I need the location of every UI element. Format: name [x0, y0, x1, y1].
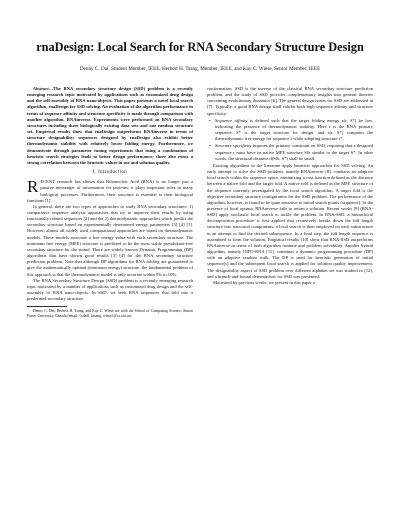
- list-item-text: is defined such that the target folding energy ε(r, S*) be low, indicating the presence of thermodynamic stability. Here r is the RNA primary sequence, S* is the target structure for design, and ε(r, S*) computes the thermodynamic free energy for sequence r while adopting structure s*.: [215, 117, 374, 142]
- design-criteria-list: [207, 118, 373, 162]
- list-item-text: imposes the primary constraint on SSD, requiring that a designed sequence r must have its native MFE structure S0r similar to the target S*. In other words, the structural distance d(S0r, S*) shall be small.: [215, 143, 374, 161]
- right-paragraph-2: Existing algorithms in the literature apply heuristic approaches for SSD solving. An early attempt to solve the SSD problem, namely RNAinverse [8], conducts an adaptive local search within the sequence space, minimizing a cost function defined as the distance between a native fold and the target fold. A native fold is defined as the MFE structure of the sequence currently investigated by the local search algorithm. A target fold is the objective secondary structure configuration for the SSD problem. The performance of the algorithm, however, is found to be quite sensitive to initial search points (sequence). In the presence of local optima, RNAinverse fails to return a solution. Recent works [9] (RNA-SSD) apply stochastic local search to tackle the problem. In RNA-SSD, a hierarchical decomposition procedure is first applied that recursively breaks down the full length structure into structural components; a local search is then employed on each substructure in an attempt to find the desired subsequence. In a final step, the full length sequence is assembled to form the solution. Empirical results [10] show that RNA-SSD outperforms RNAinverse in terms of both algorithm runtime and problem solvability. Another hybrid algorithm, namely INFO-RNA [11], combines a dynamic programming procedure (DP) with an adaptive random walk. The DP is used for heuristic generation of initial sequence(s) and the subsequent local search is applied for solution quality improvement. The designability aspect of SSD problem over different alphabet set was studied in [12], and a branch-and-bound deterministic for SSD was presented.: [207, 162, 373, 279]
- author-footnote: Denny C. Dai, Herbert H. Tsang, and Kay C. Wiese are with the School of Computing Science, Simon Fraser University, Canada (email: {cdai0, htsang, wiese}@cs.sfu.ca).: [27, 309, 193, 319]
- left-column: [27, 86, 193, 319]
- intro-paragraph-1-text: ECENT research has shown that Ribonucleic Acid (RNA) is no longer just a passive messenger of information for proteins, it plays important roles in many biological processes. Furthermore, their structure is essential to their biological functions [1].: [27, 179, 193, 203]
- abstract-text: The RNA secondary structure design (SSD) problem is a recently emerging research topic motivated by applications such as customized drug design and the self-assembly of RNA nano-objects. This paper presents a novel local search algorithm, rnaDesign for SSD solving. An evaluation of the algorithm performance in terms of sequence affinity and structure specificity is made through comparison with another algorithm, RNAinverse. Experiments were performed on RNA secondary structures including three biologically existing data sets and one random structure set. Empirical results show that rnaDesign outperforms RNAinverse in terms of structure designability; sequences designed by rnaDesign also exhibit better thermodynamic stability with relatively lower folding energy. Furthermore, we demonstrate through parameter tuning experiments that using a combination of heuristic search strategies leads to better design performance; there also exists a strong correlation between the heuristic values in use and solution quality.: [27, 86, 193, 165]
- right-paragraph-3: Motivated by previous works, we present in this paper a: [213, 279, 316, 285]
- list-item-term: Structure specificity: [215, 143, 252, 149]
- list-item-term: Sequence affinity: [215, 117, 248, 123]
- paper-title: rnaDesign: Local Search for RNA Secondary Structure Design: [36, 40, 364, 54]
- drop-cap: R: [27, 177, 39, 197]
- paper-authors: Denny C. Dai, Student Member, IEEE, Herbert H. Tsang, Member, IEEE, and Kay C. Wiese, Senior Member, IEEE: [79, 66, 321, 72]
- intro-paragraph-2: In general, there are two types of approaches to study RNA secondary structures: 1) comparative sequence analysis approaches that try to improve their results by using functionally related sequences [2] and the 2) thermodynamic approaches which predict the secondary structure based on experimentally determined energy parameters [3] [4] [5]. However, almost all widely used computational approaches are based on thermodynamic models. These models associate a free energy value with each secondary structure. The minimum free energy (MFE) structure is predicted to be the most stable pseudoknot-free secondary structure for the strand. There are widely known Dynamic Programming (DP) algorithms that have shown good results [3] [4] for the RNA secondary structure prediction problem. Note that although DP algorithms for RNA folding are guaranteed to give the mathematically optimal (minimum energy) structure, the fundamental problem of this approach is that the thermodynamic model is only accurate within 5% to 10%.: [27, 203, 193, 277]
- abstract: [27, 86, 193, 166]
- footnote-divider: [27, 306, 67, 307]
- intro-paragraph-1: [27, 179, 193, 204]
- intro-paragraph-3: The RNA Secondary Structure Design (SSD) problem is a recently emerging research topic motivated by a number of applications such as customized drug design and the self-assembly of RNA nano-objects. In SSD, we seek RNA sequences that fold into a predefined secondary structure: [27, 277, 193, 302]
- section-heading-introduction: I. Introduction: [92, 170, 128, 176]
- right-paragraph-1: conformation. SSD is the inverse of the classical RNA secondary structure prediction problem, and the study of SSD provides complementary insights into general theories concerning evolutionary dynamics [6]. The general design issues for SSD are addressed in [7]. Typically, a good RNA design shall exhibit both high sequence affinity and structure specificity:: [207, 86, 373, 116]
- abstract-label: Abstract—: [33, 86, 54, 91]
- list-item: [215, 143, 373, 161]
- right-column: [207, 86, 373, 319]
- list-item: [215, 118, 373, 143]
- two-column-body: [27, 86, 373, 319]
